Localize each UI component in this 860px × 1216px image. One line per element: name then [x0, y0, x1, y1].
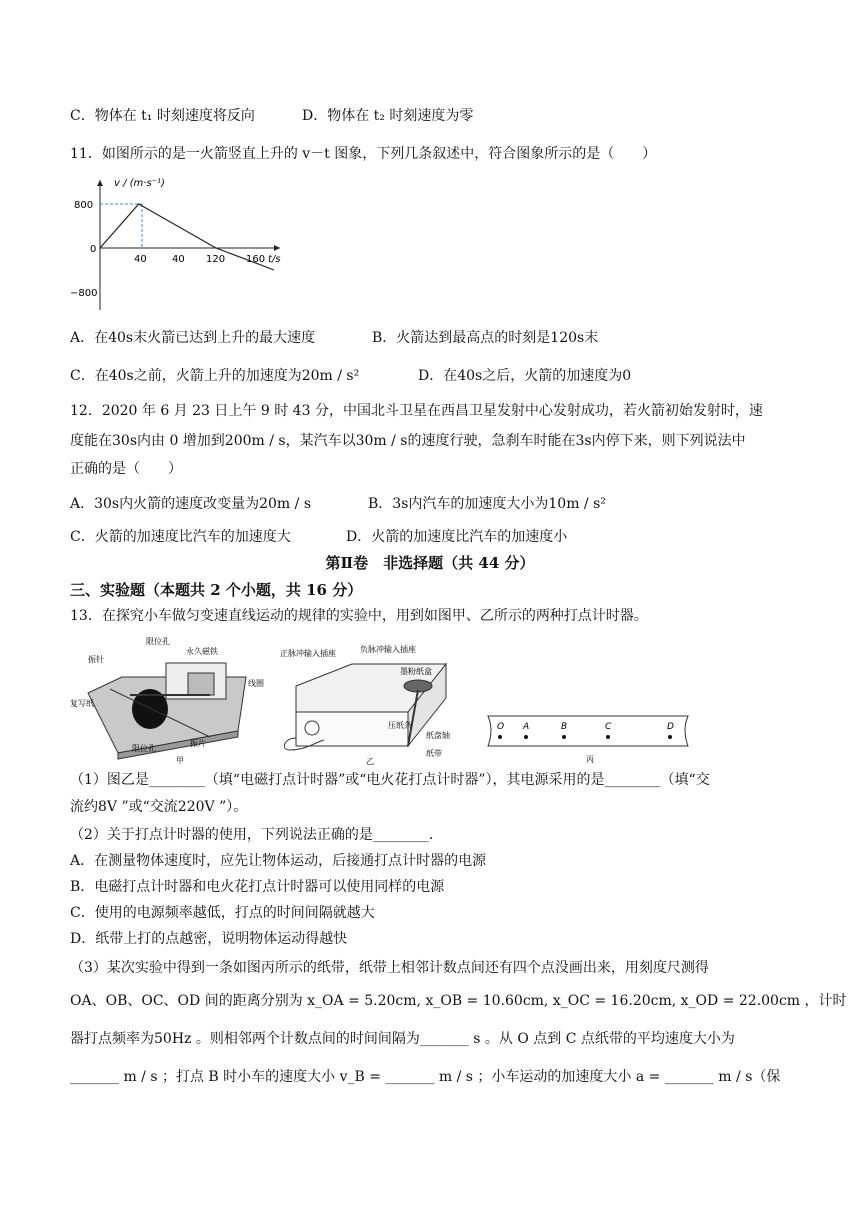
tape-label-o: O [497, 722, 505, 732]
fig-jia-label-zhenzhen: 振针 [88, 655, 104, 664]
x-tick-2: 40 [172, 254, 185, 265]
section3-title: 三、实验题（本题共 2 个小题，共 16 分） [70, 581, 363, 599]
q11-stem: 11．如图所示的是一火箭竖直上升的 v－t 图象，下列几条叙述中，符合图象所示的是（ ） [70, 146, 657, 162]
x-tick-1: 40 [134, 254, 147, 265]
fig-yi-caption: 乙 [366, 757, 374, 766]
tape-label-d: D [667, 722, 674, 732]
tape-point-a [524, 735, 528, 739]
q13-part3-line-3: 器打点频率为50Hz 。则相邻两个计数点间的时间间隔为_______ s 。从 O 点到 C 点纸带的平均速度大小为 [70, 1031, 735, 1047]
q12-line-3: 正确的是（ ） [70, 461, 182, 477]
x-tick-3: 120 [206, 254, 226, 265]
fig-yi-label-tape: 纸带 [426, 749, 442, 758]
q11-option-b: B．火箭达到最高点的时刻是120s末 [372, 330, 599, 346]
x-axis-label: t/s [268, 254, 281, 265]
y-tick-800: 800 [74, 200, 94, 211]
fig-jia-label-xianweikong-bottom: 限位孔 [132, 744, 156, 753]
fig-jia-label-zhenpian: 振片 [190, 739, 206, 748]
part2-title: 第Ⅱ卷 非选择题（共 44 分） [325, 554, 535, 572]
q11-option-c: C．在40s之前，火箭上升的加速度为20m / s² [70, 368, 360, 384]
tape-point-c [606, 735, 610, 739]
tape-point-o [498, 735, 502, 739]
fig-jia [70, 633, 270, 765]
q13-part3-line-2: OA、OB、OC、OD 间的距离分别为 x_OA = 5.20cm, x_OB = 10.60cm, x_OC = 16.20cm, x_OD = 22.00cm ，计时 [70, 993, 847, 1009]
q12-option-b: B．3s内汽车的加速度大小为10m / s² [368, 496, 606, 512]
fig-bing [482, 710, 698, 766]
q10-option-c: C．物体在 t₁ 时刻速度将反向 [70, 108, 255, 124]
fig-jia-caption: 甲 [176, 756, 184, 765]
q12-option-c: C．火箭的加速度比汽车的加速度大 [70, 529, 291, 545]
fig-jia-label-carbon-paper: 复写纸 [70, 699, 94, 708]
q12-option-a: A．30s内火箭的速度改变量为20m / s [70, 496, 312, 512]
tape-label-a: A [523, 722, 530, 732]
q13-part2-option-c: C．使用的电源频率越低，打点的时间间隔就越大 [70, 905, 375, 921]
q11-option-a: A．在40s末火箭已达到上升的最大速度 [70, 330, 316, 346]
fig-yi [276, 642, 472, 766]
q13-part2-option-d: D．纸带上打的点越密，说明物体运动得越快 [70, 931, 348, 947]
fig-yi-label-negative: 负脉冲输入插座 [360, 645, 416, 654]
x-tick-4: 160 [246, 254, 266, 265]
y-axis-label: v / (m·s⁻¹) [114, 178, 165, 189]
y-tick-0: 0 [90, 244, 97, 255]
q12-line-1: 12．2020 年 6 月 23 日上午 9 时 43 分，中国北斗卫星在西昌卫星发射中心发射成功，若火箭初始发射时，速 [70, 403, 763, 419]
fig-jia-label-magnet: 永久磁铁 [186, 647, 218, 656]
fig-yi-label-press-strip: 压纸条 [388, 721, 412, 730]
q13-part1-line-1: （1）图乙是________（填“电磁打点计时器”或“电火花打点计时器”），其电源采用的是________（填“交 [70, 772, 710, 788]
q13-part3-line-1: （3）某次实验中得到一条如图丙所示的纸带，纸带上相邻计数点间还有四个点没画出来，用刻度尺测得 [70, 960, 709, 976]
tape-point-b [562, 735, 566, 739]
vt-chart [70, 170, 300, 315]
tape-label-b: B [561, 722, 568, 732]
fig-jia-label-xianweikong-top: 限位孔 [146, 637, 170, 646]
fig-jia-label-coil: 线圈 [248, 679, 264, 688]
q12-option-d: D．火箭的加速度比汽车的加速度小 [346, 529, 568, 545]
q13-part2-option-b: B．电磁打点计时器和电火花打点计时器可以使用同样的电源 [70, 879, 445, 895]
fig-yi-label-toner-box: 墨粉纸盒 [400, 667, 432, 676]
q13-part2-option-a: A．在测量物体速度时，应先让物体运动，后接通打点计时器的电源 [70, 853, 487, 869]
fig-yi-label-positive: 正脉冲输入插座 [280, 649, 336, 658]
q13-part3-line-4: _______ m / s ；打点 B 时小车的速度大小 v_B = _______ m / s ；小车运动的加速度大小 a = _______ m / s（保 [70, 1069, 781, 1085]
q13-part1-line-2: 流约8V ”或“交流220V ”）。 [70, 799, 248, 815]
fig-bing-caption: 丙 [586, 755, 594, 764]
fig-yi-label-reel-axis: 纸盘轴 [426, 731, 450, 740]
q11-option-d: D．在40s之后，火箭的加速度为0 [418, 368, 632, 384]
tape-point-d [668, 735, 672, 739]
y-tick-neg800: −800 [70, 288, 98, 299]
q13-part2-stem: （2）关于打点计时器的使用，下列说法正确的是________. [70, 827, 434, 843]
tape-label-c: C [605, 722, 612, 732]
q10-option-d: D．物体在 t₂ 时刻速度为零 [302, 108, 474, 124]
q13-stem: 13．在探究小车做匀变速直线运动的规律的实验中，用到如图甲、乙所示的两种打点计时器。 [70, 608, 648, 624]
q12-line-2: 度能在30s内由 0 增加到200m / s，某汽车以30m / s的速度行驶，急刹车时能在3s内停下来，则下列说法中 [70, 433, 746, 449]
series-line [100, 204, 274, 270]
